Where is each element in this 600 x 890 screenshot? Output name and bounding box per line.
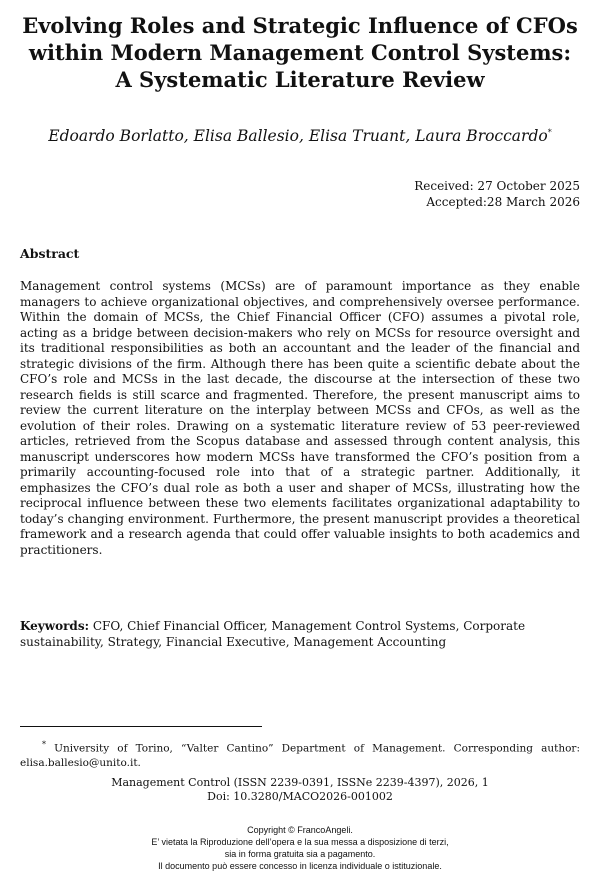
- copyright-notice: [20, 824, 580, 872]
- affiliation-footnote: [20, 738, 580, 770]
- journal-info: [20, 776, 580, 804]
- author-footnote-mark: *: [547, 128, 552, 137]
- copyright-line: Copyright © FrancoAngeli.: [247, 825, 353, 835]
- copyright-line: sia in forma gratuita sia a pagamento.: [224, 849, 376, 859]
- accepted-date: Accepted:28 March 2026: [426, 195, 580, 209]
- doi: Doi: 10.3280/MACO2026-001002: [207, 790, 393, 803]
- footnote-text: University of Torino, “Valter Cantino” Department of Management. Corresponding author: elisa.ballesio@unito.it.: [20, 742, 580, 769]
- author-names: Edoardo Borlatto, Elisa Ballesio, Elisa Truant, Laura Broccardo: [48, 127, 548, 146]
- copyright-line: E’ vietata la Riproduzione dell’opera e la sua messa a disposizione di terzi,: [151, 837, 449, 847]
- footnote-divider: [20, 726, 262, 727]
- journal-citation: Management Control (ISSN 2239-0391, ISSNe 2239-4397), 2026, 1: [111, 776, 489, 789]
- received-date: Received: 27 October 2025: [414, 179, 580, 193]
- submission-dates: [414, 178, 580, 210]
- keywords-label: Keywords:: [20, 619, 90, 633]
- abstract-heading: Abstract: [20, 246, 80, 261]
- paper-title: Evolving Roles and Strategic Influence of CFOs within Modern Management Control Systems: A Systematic Literature Review: [22, 13, 578, 92]
- keywords: [20, 619, 580, 650]
- abstract-text: Management control systems (MCSs) are of paramount importance as they enable managers to achieve organizational objectives, and comprehensively oversee performance. Within the domain of MCSs, the Chief Financial Officer (CFO) assumes a pivotal role, acting as a bridge between decision-makers who rely on MCSs for resource oversight and its traditional responsibilities as both an accountant and the leader of the financial and strategic divisions of the firm. Although there has been quite a scientific debate about the CFO’s role and MCSs in the last decade, the discourse at the intersection of these two research fields is still scarce and fragmented. Therefore, the present manuscript aims to review the current literature on the interplay between MCSs and CFOs, as well as the evolution of their roles. Drawing on a systematic literature review of 53 peer-reviewed articles, retrieved from the Scopus database and assessed through content analysis, this manuscript underscores how modern MCSs have transformed the CFO’s position from a primarily accounting-focused role into that of a strategic partner. Additionally, it emphasizes the CFO’s dual role as both a user and shaper of MCSs, illustrating how the reciprocal influence between these two elements facilitates organizational adaptability to today’s changing environment. Furthermore, the present manuscript provides a theoretical framework and a research agenda that could offer valuable insights to both academics and practitioners.: [20, 279, 580, 557]
- author-list: [20, 123, 580, 146]
- footnote-mark: *: [42, 740, 46, 749]
- copyright-line: Il documento può essere concesso in licenza individuale o istituzionale.: [158, 861, 442, 871]
- keywords-list: CFO, Chief Financial Officer, Management Control Systems, Corporate sustainability, Strategy, Financial Executive, Management Accounting: [20, 619, 526, 649]
